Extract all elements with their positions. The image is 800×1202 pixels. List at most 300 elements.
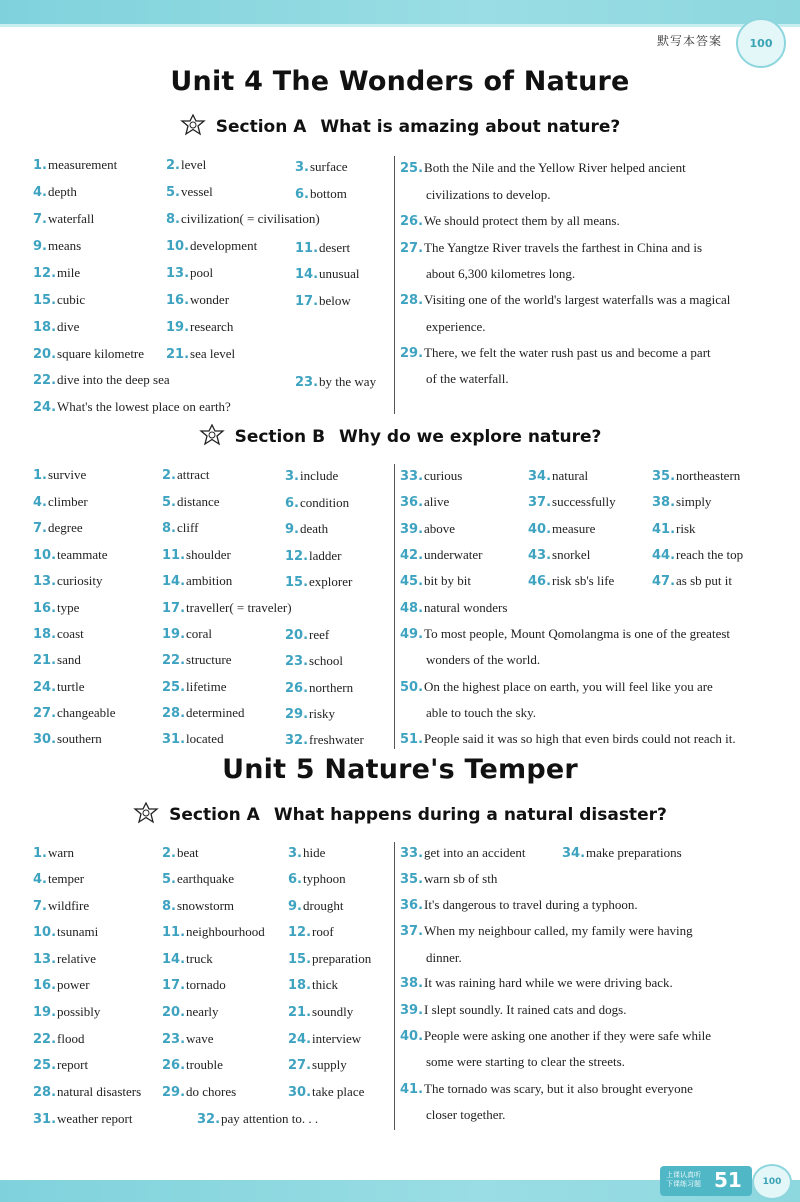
answer-number: 38.: [400, 976, 424, 991]
answer-item: [652, 494, 711, 510]
answer-item: [285, 653, 343, 669]
answer-item: [528, 494, 616, 510]
answer-text: school: [309, 653, 343, 668]
answer-item: [400, 1002, 626, 1018]
answer-text: above: [424, 521, 456, 536]
answer-item: [33, 399, 231, 415]
brand-logo-text: 100: [749, 36, 773, 50]
brand-logo-text: 100: [762, 1177, 782, 1187]
answer-item-continuation: [426, 1054, 625, 1070]
answer-item: [400, 975, 673, 991]
answer-text: death: [299, 521, 329, 536]
answer-text: research: [190, 319, 234, 334]
answer-number: 24.: [33, 400, 57, 415]
answer-number: 6.: [295, 187, 309, 202]
answer-item: [33, 731, 102, 747]
answer-item: [166, 238, 257, 254]
answer-item: [562, 845, 682, 861]
answer-item: [652, 468, 740, 484]
unit4-section-b-heading: [0, 426, 800, 448]
answer-text: distance: [176, 494, 220, 509]
answer-number: 35.: [400, 872, 424, 887]
answer-number: 4.: [33, 495, 47, 510]
answer-text: warn sb of sth: [424, 871, 498, 886]
answer-item: [285, 706, 335, 722]
answer-item: [285, 680, 353, 696]
answer-number: 6.: [285, 496, 299, 511]
answer-item: [528, 547, 590, 563]
answer-item: [288, 871, 346, 887]
answer-item: [33, 626, 84, 642]
answer-text: survive: [47, 467, 87, 482]
answer-text: truck: [186, 951, 213, 966]
answer-number: 41.: [652, 522, 676, 537]
answer-item: [162, 845, 199, 861]
answer-number: 15.: [288, 952, 312, 967]
answer-number: 27.: [400, 241, 424, 256]
answer-text: depth: [47, 184, 77, 199]
answer-number: 1.: [33, 846, 47, 861]
answer-item: [162, 494, 220, 510]
header-label: 默写本答案: [656, 34, 722, 48]
answer-text: make preparations: [586, 845, 682, 860]
answer-item-continuation: [426, 950, 462, 966]
answer-number: 28.: [162, 706, 186, 721]
answer-text: roof: [312, 924, 334, 939]
answer-item: [33, 977, 90, 993]
answer-item: [33, 346, 144, 362]
answer-text: measurement: [47, 157, 118, 172]
section-badge-icon: [199, 424, 225, 446]
answer-number: 33.: [400, 469, 424, 484]
answer-text: successfully: [552, 494, 616, 509]
answer-text: northeastern: [676, 468, 741, 483]
answer-item: [33, 467, 86, 483]
answer-item: [166, 184, 213, 200]
answer-number: 40.: [400, 1029, 424, 1044]
answer-number: 3.: [295, 160, 309, 175]
answer-item: [288, 1084, 364, 1100]
answer-number: 28.: [33, 1085, 57, 1100]
answer-number: 22.: [162, 653, 186, 668]
answer-item: [652, 573, 732, 589]
answer-text: There, we felt the water rush past us and become a part: [424, 345, 711, 360]
answer-item: [162, 600, 292, 616]
answer-number: 15.: [33, 293, 57, 308]
answer-item: [197, 1111, 318, 1127]
answer-number: 8.: [166, 212, 180, 227]
answer-text: risky: [309, 706, 336, 721]
answer-text: coast: [57, 626, 84, 641]
section-question: Why do we explore nature?: [339, 427, 602, 447]
answer-item: [400, 600, 507, 616]
answer-text: waterfall: [47, 211, 95, 226]
answer-text: include: [299, 468, 339, 483]
answer-item: [400, 1081, 693, 1097]
answer-text: turtle: [57, 679, 85, 694]
answer-text: reach the top: [676, 547, 744, 562]
answer-item: [285, 627, 329, 643]
answer-item: [33, 547, 108, 563]
answer-text: sea level: [190, 346, 236, 361]
answer-text: get into an accident: [424, 845, 526, 860]
answer-item: [33, 1004, 100, 1020]
answer-item: [400, 1028, 711, 1044]
answer-number: 15.: [285, 575, 309, 590]
answer-number: 30.: [288, 1085, 312, 1100]
section-label: Section B: [234, 427, 326, 447]
answer-number: 41.: [400, 1082, 424, 1097]
answer-item-continuation: [426, 319, 486, 335]
answer-number: 33.: [400, 846, 424, 861]
answer-number: 25.: [400, 161, 424, 176]
answer-text: soundly: [312, 1004, 354, 1019]
answer-number: 28.: [400, 293, 424, 308]
answer-number: 44.: [652, 548, 676, 563]
unit5-section-a-heading: [0, 804, 800, 826]
answer-text: reef: [309, 627, 330, 642]
section-label: Section A: [215, 117, 307, 137]
answer-text: freshwater: [309, 732, 364, 747]
answer-text: bit by bit: [424, 573, 471, 588]
answer-number: 32.: [197, 1112, 221, 1127]
answer-number: 42.: [400, 548, 424, 563]
answer-item: [400, 626, 730, 642]
answer-number: 14.: [295, 267, 319, 282]
answer-text: dive: [57, 319, 80, 334]
answer-item: [400, 160, 686, 176]
answer-number: 50.: [400, 680, 424, 695]
answer-item-continuation: [426, 266, 575, 282]
answer-number: 23.: [295, 375, 319, 390]
answer-number: 1.: [33, 158, 47, 173]
answer-text: neighbourhood: [186, 924, 265, 939]
answer-text: closer together.: [426, 1107, 506, 1122]
answer-number: 39.: [400, 1003, 424, 1018]
section-question: What happens during a natural disaster?: [273, 805, 667, 825]
answer-item: [652, 547, 743, 563]
answer-text: nearly: [186, 1004, 219, 1019]
answer-item: [33, 573, 103, 589]
answer-text: condition: [299, 495, 350, 510]
answer-item: [285, 468, 338, 484]
answer-number: 8.: [162, 899, 176, 914]
answer-text: warn: [47, 845, 74, 860]
answer-item-continuation: [426, 1107, 505, 1123]
answer-number: 9.: [33, 239, 47, 254]
brand-logo-icon: [752, 1164, 792, 1200]
answer-number: 34.: [562, 846, 586, 861]
answer-item: [400, 345, 711, 361]
answer-number: 22.: [33, 373, 57, 388]
answer-text: type: [57, 600, 80, 615]
answer-text: To most people, Mount Qomolangma is one of the greatest: [424, 626, 731, 641]
answer-text: climber: [47, 494, 88, 509]
answer-number: 16.: [33, 978, 57, 993]
answer-text: supply: [312, 1057, 347, 1072]
answer-number: 19.: [33, 1005, 57, 1020]
answer-number: 51.: [400, 732, 424, 747]
answer-text: risk: [676, 521, 696, 536]
answer-item: [33, 494, 88, 510]
column-divider: [394, 156, 395, 414]
answer-number: 45.: [400, 574, 424, 589]
column-divider: [394, 842, 395, 1130]
answer-text: level: [180, 157, 207, 172]
answer-text: preparation: [312, 951, 372, 966]
answer-item: [33, 898, 89, 914]
answer-text: below: [319, 293, 351, 308]
answer-text: People were asking one another if they were safe while: [424, 1028, 712, 1043]
answer-text: pay attention to. . .: [221, 1111, 319, 1126]
answer-text: lifetime: [186, 679, 227, 694]
answer-text: natural: [552, 468, 589, 483]
answer-item: [400, 240, 702, 256]
answer-number: 19.: [162, 627, 186, 642]
answer-text: wildfire: [47, 898, 90, 913]
answer-text: located: [186, 731, 224, 746]
answer-item: [288, 977, 338, 993]
section-badge-icon: [133, 802, 159, 824]
answer-number: 21.: [33, 653, 57, 668]
answer-item: [162, 924, 265, 940]
answer-number: 32.: [285, 733, 309, 748]
answer-number: 7.: [33, 899, 47, 914]
answer-item: [162, 1057, 223, 1073]
answer-text: Visiting one of the world's largest waterfalls was a magical: [424, 292, 731, 307]
answer-text: beat: [176, 845, 199, 860]
answer-item: [400, 923, 693, 939]
answer-number: 24.: [33, 680, 57, 695]
answer-number: 3.: [285, 469, 299, 484]
answer-number: 43.: [528, 548, 552, 563]
answer-text: report: [57, 1057, 89, 1072]
answer-number: 18.: [33, 320, 57, 335]
answer-text: structure: [186, 652, 232, 667]
answer-number: 14.: [162, 952, 186, 967]
answer-item: [162, 871, 234, 887]
section-badge-icon: [180, 114, 206, 136]
answer-text: trouble: [186, 1057, 223, 1072]
answer-text: cliff: [176, 520, 199, 535]
answer-text: wonders of the world.: [426, 652, 541, 667]
answer-text: shoulder: [186, 547, 231, 562]
answer-text: typhoon: [302, 871, 346, 886]
answer-number: 24.: [288, 1032, 312, 1047]
answer-text: curiosity: [57, 573, 103, 588]
unit4-section-a-heading: [0, 116, 800, 138]
answer-number: 31.: [33, 1112, 57, 1127]
answer-text: The tornado was scary, but it also brought everyone: [424, 1081, 693, 1096]
answer-item: [285, 548, 342, 564]
answer-item: [400, 573, 471, 589]
answer-number: 23.: [162, 1032, 186, 1047]
answer-item: [162, 731, 224, 747]
answer-item-continuation: [426, 371, 509, 387]
brand-logo-icon: [736, 18, 786, 68]
column-divider: [394, 464, 395, 749]
answer-item: [400, 845, 525, 861]
answer-text: When my neighbour called, my family were having: [424, 923, 693, 938]
answer-text: means: [47, 238, 82, 253]
answer-text: People said it was so high that even birds could not reach it.: [424, 731, 736, 746]
answer-text: sand: [57, 652, 81, 667]
answer-item: [400, 213, 620, 229]
answer-text: dinner.: [426, 950, 462, 965]
answer-text: northern: [309, 680, 354, 695]
answer-text: drought: [302, 898, 344, 913]
answer-item: [400, 679, 713, 695]
answer-number: 37.: [400, 924, 424, 939]
answer-item: [162, 1031, 213, 1047]
answer-number: 25.: [33, 1058, 57, 1073]
unit4-title: Unit 4 The Wonders of Nature: [170, 66, 630, 97]
answer-number: 4.: [33, 872, 47, 887]
answer-number: 17.: [295, 294, 319, 309]
answer-text: The Yangtze River travels the farthest in China and is: [424, 240, 703, 255]
answer-item: [400, 521, 455, 537]
answer-number: 11.: [295, 241, 319, 256]
answer-number: 46.: [528, 574, 552, 589]
answer-text: dive into the deep sea: [57, 372, 170, 387]
answer-number: 29.: [400, 346, 424, 361]
answer-number: 38.: [652, 495, 676, 510]
answer-item: [33, 1084, 141, 1100]
answer-text: attract: [176, 467, 210, 482]
answer-text: wave: [186, 1031, 214, 1046]
answer-text: Both the Nile and the Yellow River helped ancient: [424, 160, 686, 175]
answer-item: [285, 521, 328, 537]
answer-number: 4.: [33, 185, 47, 200]
answer-text: ambition: [186, 573, 233, 588]
answer-text: of the waterfall.: [426, 371, 509, 386]
answer-item: [33, 211, 94, 227]
answer-text: bottom: [309, 186, 347, 201]
answer-text: wonder: [190, 292, 230, 307]
answer-text: desert: [319, 240, 351, 255]
answer-item: [33, 265, 80, 281]
answer-item: [162, 898, 234, 914]
answer-item-continuation: [426, 187, 551, 203]
answer-text: weather report: [57, 1111, 133, 1126]
answer-text: able to touch the sky.: [426, 705, 536, 720]
answer-text: coral: [186, 626, 213, 641]
answer-item: [162, 951, 213, 967]
answer-text: do chores: [186, 1084, 237, 1099]
answer-text: determined: [186, 705, 245, 720]
answer-text: civilizations to develop.: [426, 187, 551, 202]
answer-item: [166, 319, 233, 335]
answer-number: 11.: [162, 548, 186, 563]
answer-item: [33, 1111, 132, 1127]
answer-number: 36.: [400, 495, 424, 510]
answer-item: [33, 238, 81, 254]
answer-number: 29.: [285, 707, 309, 722]
answer-text: teammate: [57, 547, 108, 562]
answer-number: 7.: [33, 521, 47, 536]
answer-number: 27.: [33, 706, 57, 721]
answer-text: civilization( = civilisation): [180, 211, 320, 226]
answer-number: 48.: [400, 601, 424, 616]
answer-number: 20.: [33, 347, 57, 362]
answer-item: [33, 951, 96, 967]
answer-item: [288, 898, 343, 914]
answer-item: [166, 292, 229, 308]
answer-item: [162, 705, 245, 721]
answer-item: [162, 1004, 219, 1020]
answer-text: interview: [312, 1031, 362, 1046]
answer-number: 40.: [528, 522, 552, 537]
answer-text: square kilometre: [57, 346, 145, 361]
answer-item: [33, 1031, 84, 1047]
answer-number: 2.: [166, 158, 180, 173]
answer-text: tornado: [186, 977, 226, 992]
answer-number: 39.: [400, 522, 424, 537]
answer-number: 18.: [33, 627, 57, 642]
answer-text: thick: [312, 977, 339, 992]
answer-text: We should protect them by all means.: [424, 213, 620, 228]
answer-item: [33, 845, 74, 861]
answer-number: 30.: [33, 732, 57, 747]
answer-item: [33, 184, 77, 200]
answer-item: [162, 573, 232, 589]
answer-number: 12.: [288, 925, 312, 940]
answer-number: 26.: [285, 681, 309, 696]
answer-item: [528, 521, 595, 537]
answer-text: natural wonders: [424, 600, 508, 615]
answer-item-continuation: [426, 705, 536, 721]
answer-item: [162, 547, 231, 563]
answer-item: [166, 211, 320, 227]
answer-number: 17.: [162, 601, 186, 616]
answer-text: changeable: [57, 705, 116, 720]
answer-number: 5.: [166, 185, 180, 200]
answer-number: 16.: [33, 601, 57, 616]
answer-number: 13.: [33, 952, 57, 967]
answer-item: [288, 845, 325, 861]
answer-item: [288, 1004, 353, 1020]
answer-number: 13.: [33, 574, 57, 589]
answer-item: [33, 871, 84, 887]
answer-number: 20.: [285, 628, 309, 643]
answer-item: [400, 897, 638, 913]
answer-number: 11.: [162, 925, 186, 940]
answer-number: 2.: [162, 846, 176, 861]
answer-item: [400, 871, 497, 887]
answer-text: possibly: [57, 1004, 101, 1019]
answer-number: 6.: [288, 872, 302, 887]
answer-item: [33, 157, 117, 173]
answer-number: 35.: [652, 469, 676, 484]
answer-number: 7.: [33, 212, 47, 227]
answer-number: 34.: [528, 469, 552, 484]
answer-number: 36.: [400, 898, 424, 913]
answer-item: [33, 679, 84, 695]
answer-number: 16.: [166, 293, 190, 308]
answer-item: [652, 521, 696, 537]
answer-number: 12.: [33, 266, 57, 281]
answer-item: [400, 494, 449, 510]
answer-text: ladder: [309, 548, 342, 563]
answer-text: hide: [302, 845, 326, 860]
answer-item: [295, 374, 376, 390]
answer-item: [33, 652, 81, 668]
answer-text: power: [57, 977, 90, 992]
answer-number: 27.: [288, 1058, 312, 1073]
answer-text: relative: [57, 951, 97, 966]
answer-item: [33, 600, 79, 616]
answer-number: 19.: [166, 320, 190, 335]
